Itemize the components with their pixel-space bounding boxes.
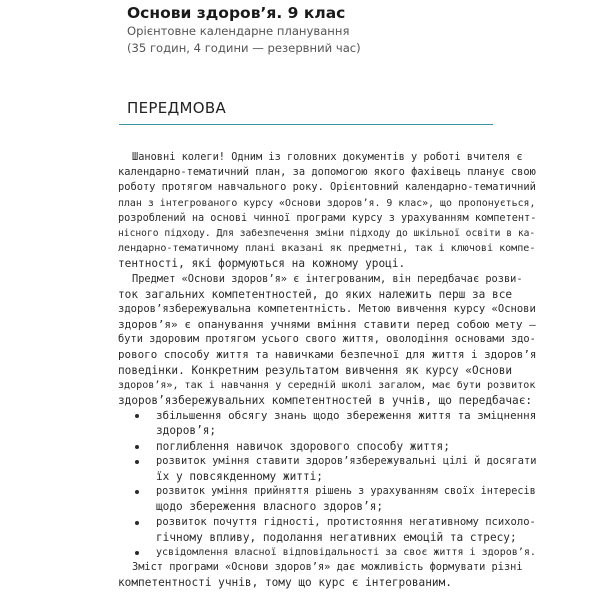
- text-line: бути здоровим протягом усього свого життя, оволодіння основами здо-: [118, 333, 536, 346]
- document-hours-note: (35 годин, 4 години — резервний час): [127, 41, 361, 55]
- bullet-icon: [132, 515, 142, 530]
- text-line: лендарно-тематичному плані вказані як предметні, так і ключові компе-: [118, 243, 536, 255]
- section-title: ПЕРЕДМОВА: [119, 96, 493, 125]
- text-line: нісного підходу. Для забезпечення зміни підходу до шкільної освіти в ка-: [118, 227, 536, 239]
- paragraph-program: [118, 560, 523, 590]
- paragraph-subject: [118, 272, 537, 409]
- text-line: щодо збереження власного здоров’я;: [156, 500, 384, 514]
- text-line: Шановні колеги! Одним із головних документів у роботі вчителя є: [132, 151, 523, 163]
- bullet-icon: [132, 454, 142, 469]
- bullet-icon: [132, 484, 142, 499]
- text-line: здоров’я» є опанування учнями вміння ставити перед собою мету —: [118, 318, 536, 332]
- text-line: їх у повсякденному житті;: [156, 469, 323, 483]
- text-line: здоров’я», так і навчання у середній школі загалом, має бути розвиток: [118, 379, 536, 391]
- section-header: [119, 96, 493, 125]
- text-line: Предмет «Основи здоров’я» є інтегрованим, він передбачає розви-: [132, 272, 523, 285]
- list-item: [118, 515, 536, 545]
- text-line: Зміст програми «Основи здоров’я» дає можливість формувати різні: [132, 561, 523, 574]
- text-line: ток загальних компетентностей, до яких належить перш за все: [118, 287, 513, 301]
- text-line: здоров’язбережувальна компетентність. Метою вивчення курсу «Основи: [118, 302, 536, 315]
- text-line: роботу протягом навчального року. Орієнтовний календарно-тематичний: [118, 181, 536, 194]
- paragraph-intro: [118, 150, 537, 272]
- body-text: [118, 150, 537, 590]
- text-line: гічному впливу, подолання негативних емоцій та стресу;: [156, 530, 517, 544]
- bullet-icon: [132, 545, 142, 560]
- text-line: розвиток почуття гідності, протистояння негативному психоло-: [156, 515, 536, 528]
- text-line: розвиток уміння ставити здоров’язбережувальні цілі й досягати: [156, 454, 537, 467]
- competence-list: [118, 408, 537, 560]
- text-line: здоров’язбережувальних компетентностей в учнів, що передбачає:: [118, 394, 533, 407]
- bullet-icon: [132, 439, 142, 454]
- text-line: календарно-тематичний план, за допомогою якого фахівець планує свою: [118, 166, 536, 179]
- text-line: розвиток уміння прийняття рішень з урахуванням своїх інтересів: [156, 486, 536, 498]
- text-line: розроблений на основі чинної програми курсу з урахуванням компетент-: [118, 212, 537, 224]
- bullet-icon: [132, 408, 142, 423]
- text-line: тентності, які формуються на кожному уроці.: [118, 257, 406, 271]
- text-line: здоров’я;: [156, 424, 217, 438]
- text-line: поведінки. Конкретним результатом вивчення як курсу «Основи: [118, 363, 513, 377]
- list-item: [118, 408, 537, 438]
- document-title: Основи здоров’я. 9 клас: [127, 4, 346, 22]
- list-item: [118, 484, 536, 514]
- list-item: [118, 454, 537, 484]
- list-item: [118, 439, 498, 454]
- text-line: збільшення обсягу знань щодо збереження життя та зміцнення: [156, 409, 537, 423]
- text-line: компетентності учнів, тому що курс є інтегрованим.: [118, 576, 452, 590]
- document-header: [127, 3, 557, 57]
- text-line: поглиблення навичок здорового способу життя;: [156, 439, 450, 453]
- text-line: план з інтегрованого курсу «Основи здоров’я. 9 клас», що пропонується,: [118, 197, 536, 209]
- list-item: [118, 545, 536, 560]
- text-line: усвідомлення власної відповідальності за своє життя і здоров’я.: [156, 546, 536, 558]
- text-line: рового способу життя та навичками безпечної для життя і здоров’я: [118, 348, 537, 362]
- document-subtitle: Орієнтовне календарне планування: [127, 24, 350, 38]
